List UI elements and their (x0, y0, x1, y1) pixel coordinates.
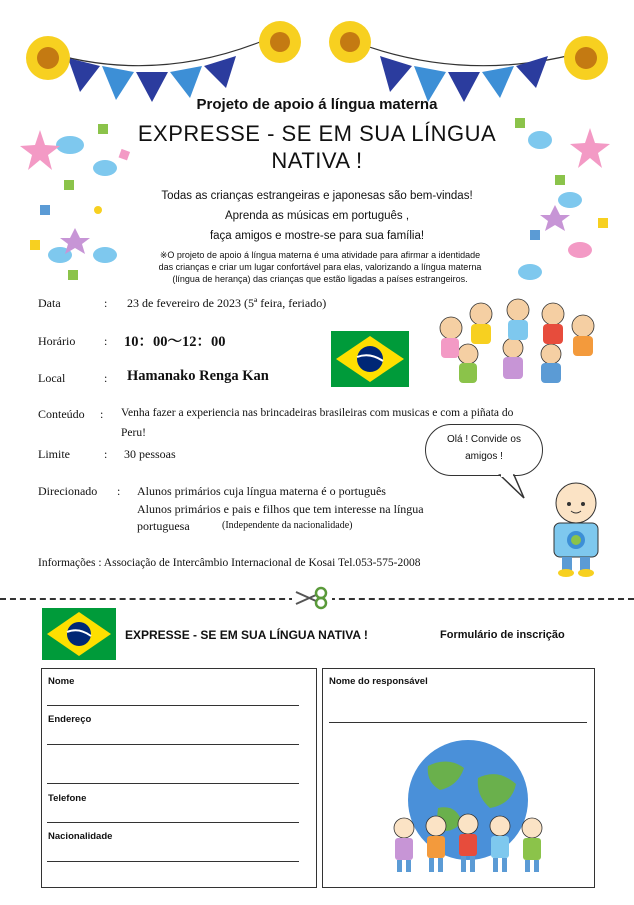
target-value: (Independente da nacionalidade) (222, 520, 353, 531)
place-label: Local (38, 371, 66, 385)
address-field[interactable] (47, 744, 299, 745)
speech-bubble (425, 424, 543, 476)
brazil-flag-icon (42, 608, 116, 660)
scissors-icon (292, 586, 332, 610)
name-field[interactable] (47, 705, 299, 706)
speech-bubble-tail (498, 474, 528, 500)
target-colon: : (117, 484, 121, 498)
limit-value: 30 pessoas (124, 447, 176, 461)
content-colon: : (100, 407, 104, 421)
page-title-line1: EXPRESSE - SE EM SUA LÍNGUA (137, 121, 497, 146)
date-label: Data (38, 296, 61, 310)
sunflower-icon (259, 21, 301, 63)
note-line: das crianças e criar um lugar confortável para elas, valorizando a língua materna (158, 262, 482, 272)
guardian-field-label: Nome do responsável (329, 676, 428, 687)
sunflower-icon (26, 36, 70, 80)
target-value: portuguesa (137, 519, 190, 533)
project-note (130, 249, 510, 285)
place-value: Hamanako Renga Kan (127, 368, 269, 384)
guardian-field[interactable] (329, 722, 587, 723)
brazil-flag-icon (331, 331, 409, 387)
nationality-field[interactable] (47, 861, 299, 862)
target-value: Alunos primários e pais e filhos que tem interesse na língua (137, 502, 424, 516)
form-subtitle: Formulário de inscrição (440, 629, 565, 641)
date-colon: : (104, 296, 108, 310)
nationality-field-label: Nacionalidade (48, 831, 113, 842)
subtitle: Projeto de apoio á língua materna (196, 96, 438, 113)
content-value: Venha fazer a experiencia nas brincadeiras brasileiras com musicas e com a piñata do (121, 407, 514, 419)
target-value: Alunos primários cuja língua materna é o português (137, 484, 386, 498)
note-line: ※O projeto de apoio á língua materna é uma atividade para afirmar a identidade (159, 250, 481, 260)
contact-info: Informações : Associação de Intercâmbio Internacional de Kosai Tel.053-575-2008 (38, 557, 421, 569)
intro-text (0, 186, 634, 246)
time-colon: : (104, 334, 108, 348)
children-group-illustration (433, 296, 603, 391)
target-label: Direcionado (38, 484, 98, 498)
time-label: Horário (38, 334, 76, 348)
speech-bubble-line: Olá ! Convide os (447, 434, 521, 445)
limit-colon: : (104, 447, 108, 461)
sunflower-icon (329, 21, 371, 63)
page-title-line2: NATIVA ! (271, 148, 363, 173)
globe-children-illustration (378, 738, 558, 880)
sunflower-icon (564, 36, 608, 80)
applicant-form-box (41, 668, 317, 888)
intro-line: Todas as crianças estrangeiras e japonesas são bem-vindas! (161, 190, 473, 202)
time-value: 10：00～12：00 (124, 334, 226, 350)
note-line: (língua de herança) das crianças que estão ligadas a países estrangeiros. (172, 274, 468, 284)
intro-line: faça amigos e mostre-se para sua família! (209, 230, 425, 242)
address-field-line2[interactable] (47, 783, 299, 784)
date-value: 23 de fevereiro de 2023 (5ª feira, feriado) (127, 296, 327, 310)
mascot-child-illustration (536, 478, 616, 578)
address-field-label: Endereço (48, 714, 92, 725)
name-field-label: Nome (48, 676, 75, 687)
limit-label: Limite (38, 447, 70, 461)
content-label: Conteúdo (38, 407, 85, 421)
form-title: EXPRESSE - SE EM SUA LÍNGUA NATIVA ! (125, 628, 368, 642)
place-colon: : (104, 371, 108, 385)
intro-line: Aprenda as músicas em português , (224, 210, 410, 222)
phone-field-label: Telefone (48, 793, 87, 804)
phone-field[interactable] (47, 822, 299, 823)
speech-bubble-line: amigos ! (465, 451, 503, 462)
page-title (100, 120, 534, 174)
content-value: Peru! (121, 427, 146, 439)
